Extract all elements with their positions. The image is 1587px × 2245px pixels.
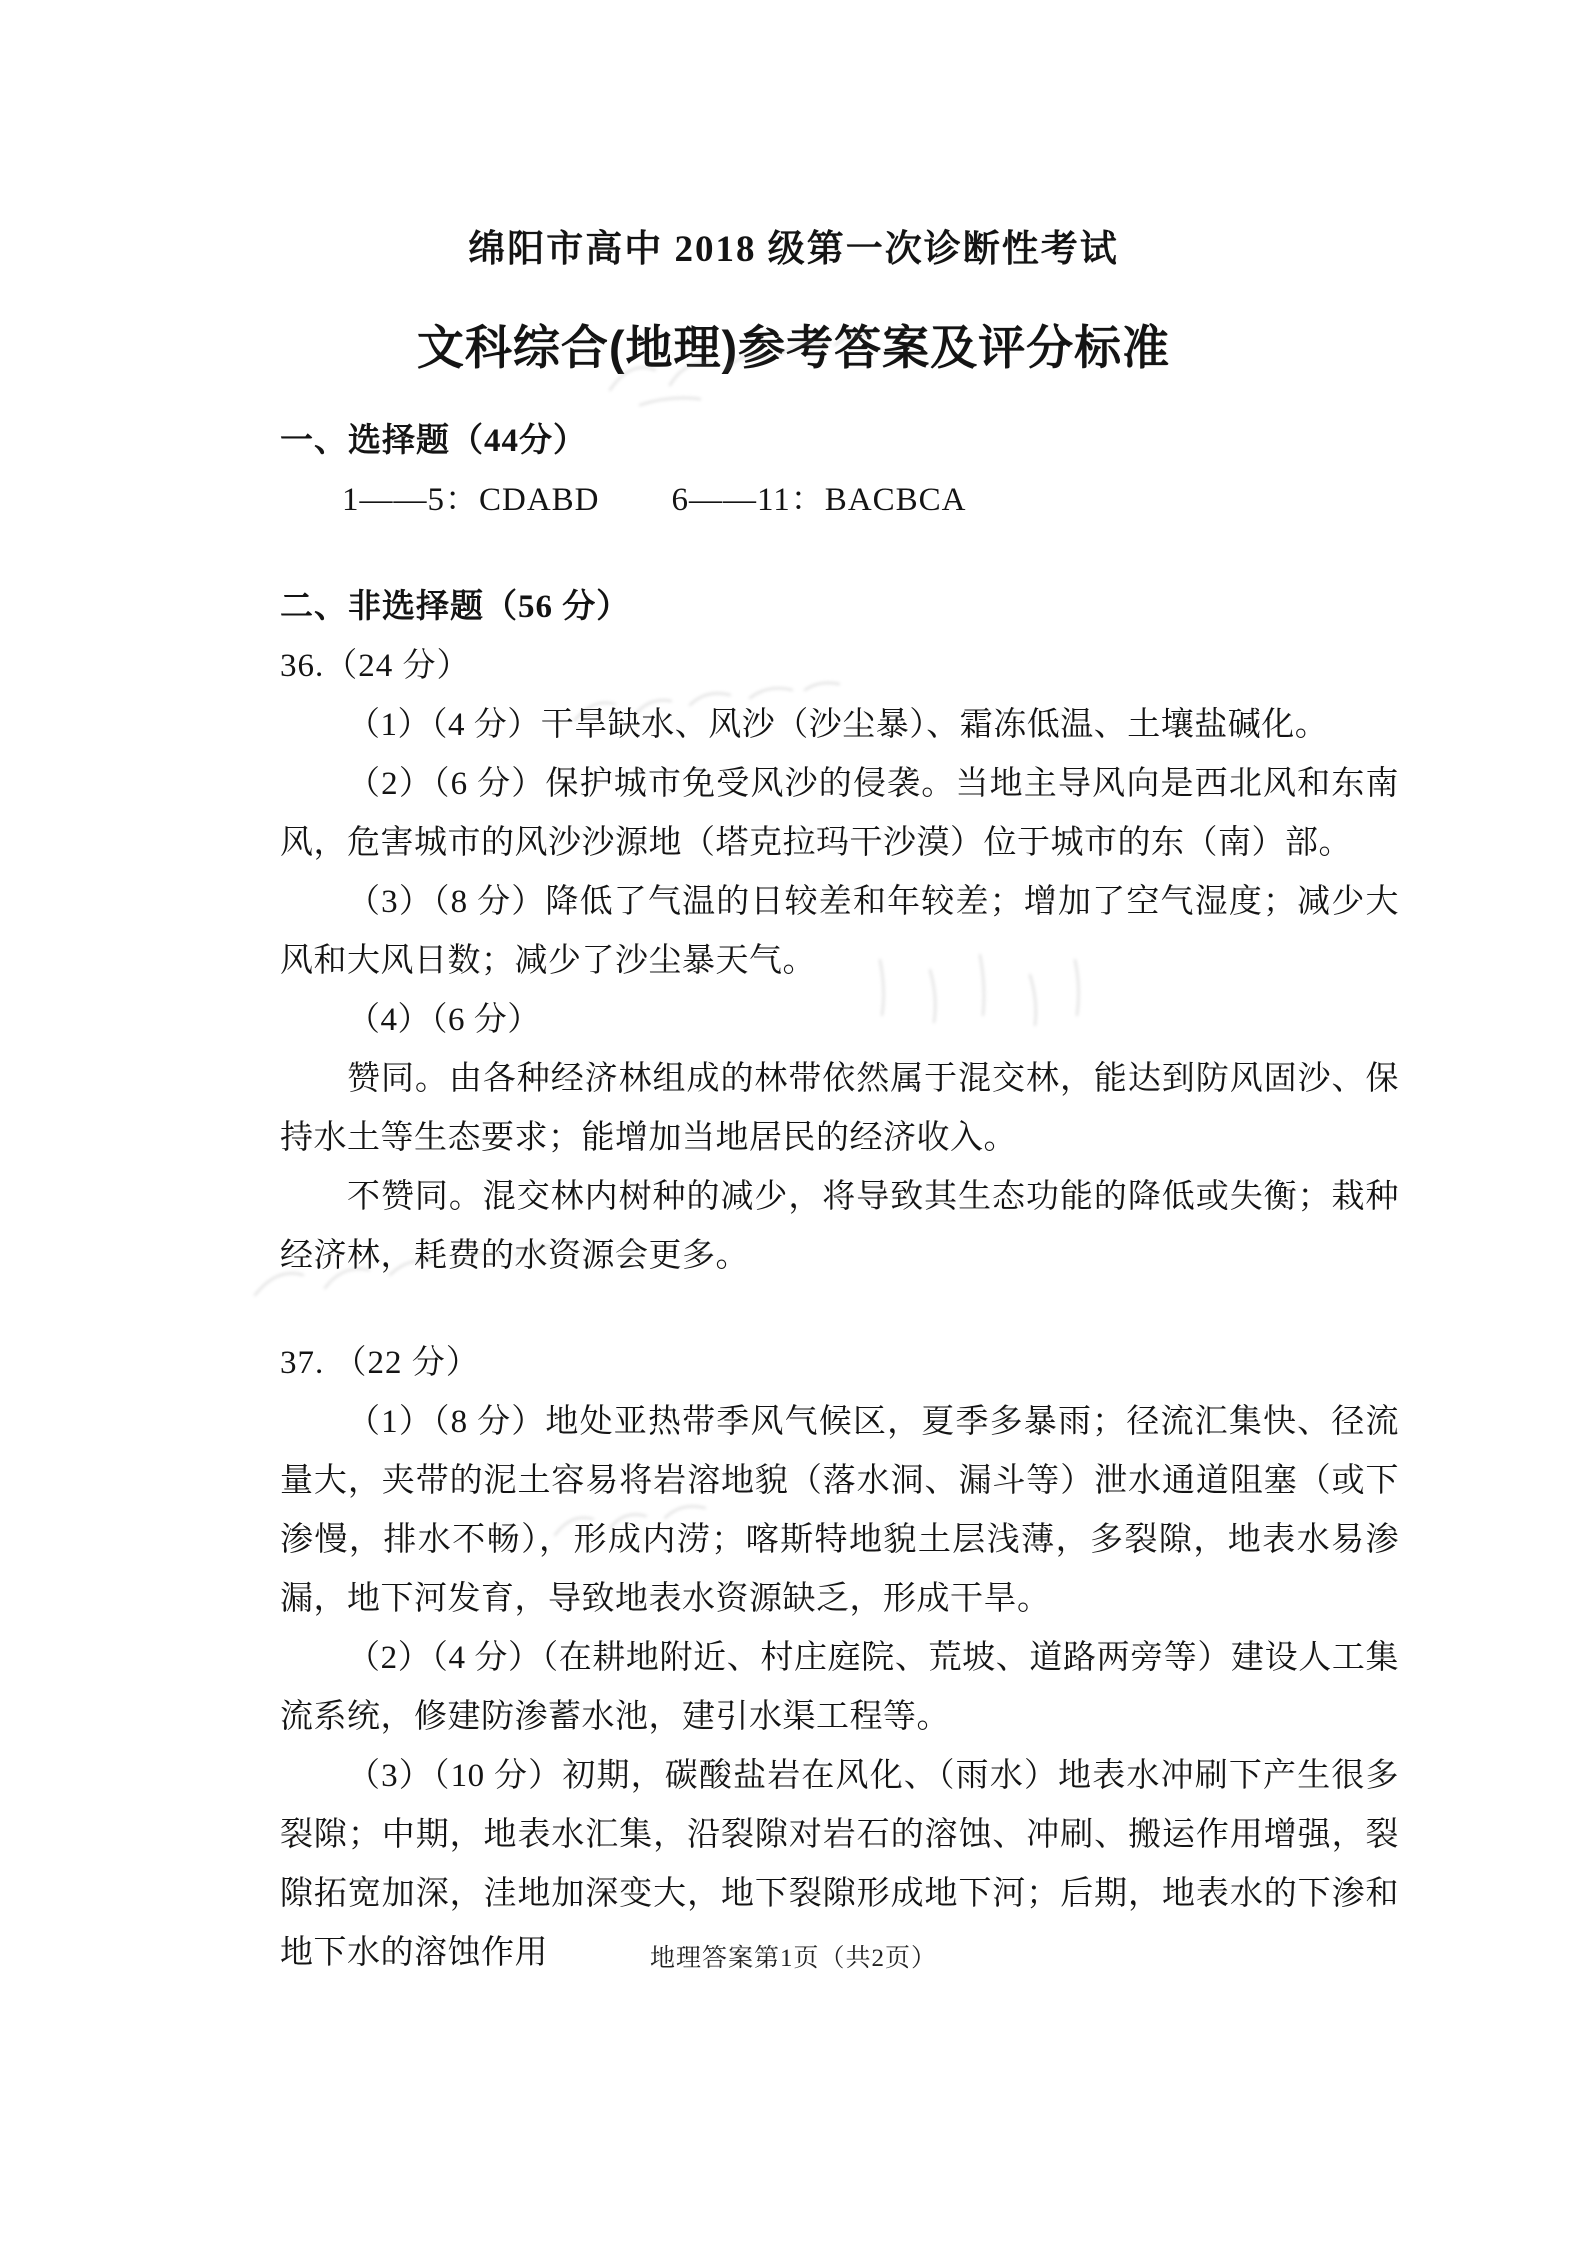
question-37-heading: 37. （22 分） xyxy=(280,1345,480,1381)
section-2-heading: 二、非选择题（56 分） xyxy=(280,589,631,625)
q36-answer-4-agree: 赞同。由各种经济林组成的林带依然属于混交林，能达到防风固沙、保持水土等生态要求；能增加当地居民的经济收入。 xyxy=(280,1061,1399,1156)
exam-title: 绵阳市高中 2018 级第一次诊断性考试 xyxy=(468,229,1119,270)
section-1-heading: 一、选择题（44分） xyxy=(280,423,587,459)
q37-answer-2: （2）（4 分）（在耕地附近、村庄庭院、荒坡、道路两旁等）建设人工集流系统，修建防渗蓄水池，建引水渠工程等。 xyxy=(280,1640,1399,1735)
q36-answer-2: （2）（6 分）保护城市免受风沙的侵袭。当地主导风向是西北风和东南风，危害城市的风沙沙源地（塔克拉玛干沙漠）位于城市的东（南）部。 xyxy=(280,766,1399,861)
q37-answer-1: （1）（8 分）地处亚热带季风气候区，夏季多暴雨；径流汇集快、径流量大，夹带的泥土容易将岩溶地貌（落水洞、漏斗等）泄水通道阻塞（或下渗慢，排水不畅），形成内涝；喀斯特地貌土层浅薄，多裂隙，地表水易渗漏，地下河发育，导致地表水资源缺乏，形成干旱。 xyxy=(280,1404,1399,1617)
q36-answer-1: （1）（4 分）干旱缺水、风沙（沙尘暴）、霜冻低温、土壤盐碱化。 xyxy=(347,707,1329,743)
q36-answer-3: （3）（8 分）降低了气温的日较差和年较差；增加了空气湿度；减少大风和大风日数；减少了沙尘暴天气。 xyxy=(280,884,1399,979)
answer-key-part: 6——11：BACBCA xyxy=(671,482,967,518)
document-body xyxy=(0,412,1587,1983)
q37-answer-3: （3）（10 分）初期，碳酸盐岩在风化、（雨水）地表水冲刷下产生很多裂隙；中期，地表水汇集，沿裂隙对岩石的溶蚀、冲刷、搬运作用增强，裂隙拓宽加深，洼地加深变大，地下裂隙形成地下河；后期，地表水的下渗和地下水的溶蚀作用 xyxy=(280,1758,1399,1971)
document-header xyxy=(0,0,1587,376)
answer-key-part: 1——5：CDABD xyxy=(342,482,600,518)
multiple-choice-answers xyxy=(280,471,1399,530)
answer-key-title: 文科综合(地理)参考答案及评分标准 xyxy=(416,321,1171,374)
page-footer: 地理答案第1页（共2页） xyxy=(649,1945,937,1972)
question-36-heading: 36.（24 分） xyxy=(280,648,471,684)
q36-answer-4-disagree: 不赞同。混交林内树种的减少，将导致其生态功能的降低或失衡；栽种经济林，耗费的水资源会更多。 xyxy=(280,1179,1399,1274)
q36-answer-4-heading: （4）（6 分） xyxy=(347,1002,541,1038)
